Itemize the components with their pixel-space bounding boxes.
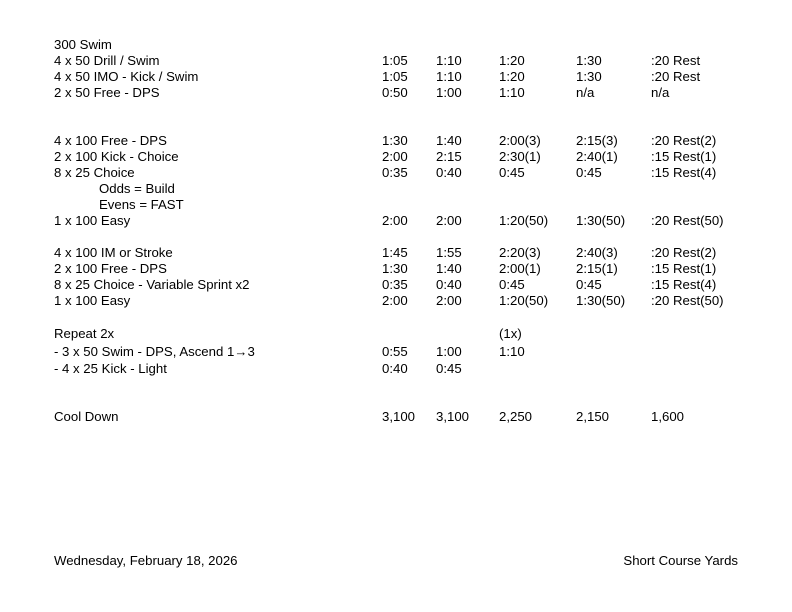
interval-5: n/a [651,85,670,100]
interval-5: :20 Rest(2) [651,133,717,148]
interval-4: n/a [576,85,595,100]
interval-3: 1:10 [499,85,525,100]
set-note [54,181,754,197]
interval-4: 2:15(3) [576,133,618,148]
interval-3: 1:20(50) [499,213,549,228]
note-evens: Evens = FAST [99,197,184,212]
interval-2: 1:40 [436,261,462,276]
interval-3: 2:00(3) [499,133,541,148]
interval-4: 2:40(3) [576,245,618,260]
interval-4: 1:30(50) [576,293,626,308]
row-label: 4 x 50 Drill / Swim [54,53,160,68]
interval-1: 1:45 [382,245,408,260]
spacer [54,229,754,245]
footer-course: Short Course Yards [623,553,738,568]
interval-1: 0:55 [382,344,408,359]
total-4: 2,150 [576,409,610,424]
interval-1: 1:30 [382,261,408,276]
row-label: 8 x 25 Choice - Variable Sprint x2 [54,277,250,292]
interval-5: :20 Rest(2) [651,245,717,260]
interval-3: 1:10 [499,344,525,359]
interval-4: 2:40(1) [576,149,618,164]
interval-2: 1:00 [436,85,462,100]
interval-4: 2:15(1) [576,261,618,276]
interval-2: 0:45 [436,361,462,376]
row-label: 2 x 100 Kick - Choice [54,149,179,164]
row-label: 4 x 100 IM or Stroke [54,245,173,260]
workout-row [54,53,754,69]
row-label: 1 x 100 Easy [54,293,131,308]
interval-2: 0:40 [436,165,462,180]
interval-2: 1:10 [436,53,462,68]
interval-2: 1:55 [436,245,462,260]
cooldown-row [54,409,754,425]
interval-1: 0:50 [382,85,408,100]
workout-row [54,343,754,361]
total-5: 1,600 [651,409,685,424]
interval-5: :20 Rest(50) [651,293,724,308]
interval-1: 0:35 [382,277,408,292]
interval-1: 1:05 [382,69,408,84]
workout-row [54,69,754,85]
interval-2: 1:10 [436,69,462,84]
interval-5: :20 Rest [651,69,701,84]
interval-1: 2:00 [382,293,408,308]
row-label: 1 x 100 Easy [54,213,131,228]
interval-1: 0:35 [382,165,408,180]
interval-5: :20 Rest(50) [651,213,724,228]
workout-row [54,293,754,309]
repeat-label: Repeat 2x [54,326,115,341]
spacer [54,101,754,133]
interval-3: 2:00(1) [499,261,541,276]
repeat-count: (1x) [499,326,522,341]
interval-4: 0:45 [576,165,602,180]
workout-sheet [54,37,754,425]
interval-2: 1:40 [436,133,462,148]
interval-3: 1:20 [499,69,525,84]
interval-3: 0:45 [499,277,525,292]
interval-3: 1:20 [499,53,525,68]
row-label: 8 x 25 Choice [54,165,135,180]
total-1: 3,100 [382,409,416,424]
interval-1: 2:00 [382,213,408,228]
workout-row [54,85,754,101]
interval-1: 1:05 [382,53,408,68]
interval-4: 0:45 [576,277,602,292]
interval-3: 2:20(3) [499,245,541,260]
interval-3: 2:30(1) [499,149,541,164]
note-odds: Odds = Build [99,181,175,196]
interval-2: 2:00 [436,293,462,308]
interval-5: :15 Rest(4) [651,277,717,292]
interval-4: 1:30(50) [576,213,626,228]
spacer [54,377,754,409]
interval-2: 1:00 [436,344,462,359]
row-label: 2 x 100 Free - DPS [54,261,167,276]
workout-row [54,361,754,377]
interval-5: :20 Rest [651,53,701,68]
total-2: 3,100 [436,409,470,424]
interval-5: :15 Rest(4) [651,165,717,180]
row-label: 4 x 50 IMO - Kick / Swim [54,69,199,84]
interval-1: 2:00 [382,149,408,164]
workout-row [54,261,754,277]
row-label: Cool Down [54,409,119,424]
workout-row [54,165,754,181]
interval-2: 0:40 [436,277,462,292]
total-3: 2,250 [499,409,533,424]
row-label: - 3 x 50 Swim - DPS, Ascend 1→3 [54,344,255,359]
workout-row [54,245,754,261]
interval-1: 0:40 [382,361,408,376]
workout-row [54,133,754,149]
interval-3: 0:45 [499,165,525,180]
workout-row [54,149,754,165]
interval-1: 1:30 [382,133,408,148]
interval-5: :15 Rest(1) [651,261,717,276]
workout-row [54,213,754,229]
row-label: 300 Swim [54,37,112,52]
interval-4: 1:30 [576,69,602,84]
row-label: 4 x 100 Free - DPS [54,133,167,148]
footer-date: Wednesday, February 18, 2026 [54,553,238,568]
interval-3: 1:20(50) [499,293,549,308]
set-note [54,197,754,213]
repeat-header [54,325,754,343]
row-label: - 4 x 25 Kick - Light [54,361,167,376]
interval-2: 2:15 [436,149,462,164]
interval-4: 1:30 [576,53,602,68]
workout-row [54,277,754,293]
interval-5: :15 Rest(1) [651,149,717,164]
interval-2: 2:00 [436,213,462,228]
workout-row [54,37,754,53]
spacer [54,309,754,325]
row-label: 2 x 50 Free - DPS [54,85,160,100]
